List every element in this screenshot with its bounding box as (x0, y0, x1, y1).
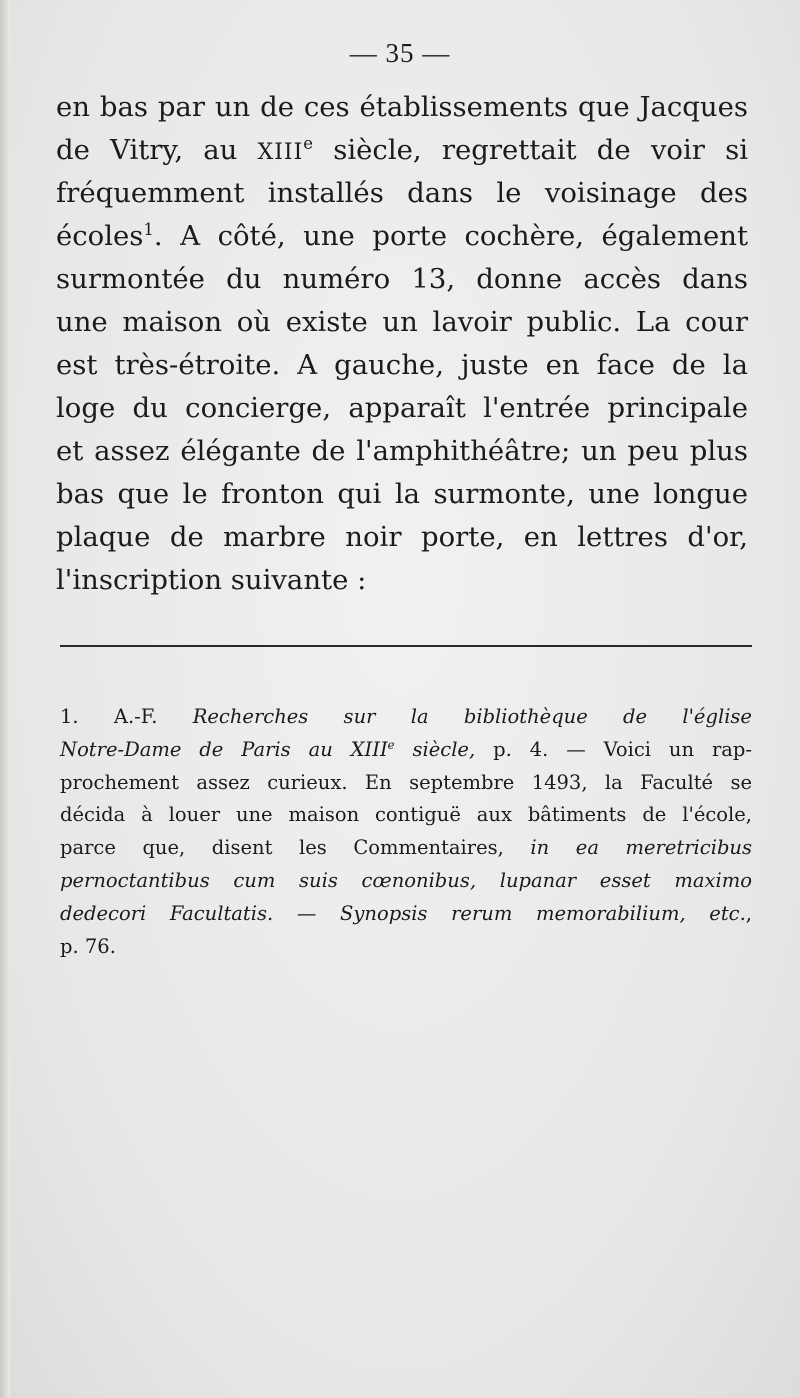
footnote-line: pernoctantibus cum suis cœnonibus, lupanar esset maximo (60, 868, 752, 892)
text-line: loge du concierge, apparaît l'entrée principale (56, 392, 748, 424)
text-line: en bas par un de ces établissements que Jacques (56, 91, 748, 123)
footnote-line: p. 76. (60, 934, 116, 958)
footnote-line: dedecori Facultatis. — Synopsis rerum memorabilium, etc., (60, 901, 752, 925)
page-number: — 35 — (349, 38, 451, 68)
text-line: bas que le fronton qui la surmonte, une longue (56, 478, 748, 510)
footnote-reference[interactable]: 1 (143, 220, 154, 240)
text-line: une maison où existe un lavoir public. La cour (56, 306, 748, 338)
footnote-line: parce que, disent les Commentaires, in ea meretricibus (60, 836, 752, 860)
text-line: surmontée du numéro 13, donne accès dans (56, 263, 748, 295)
footnote (60, 701, 752, 963)
text-line: plaque de marbre noir porte, en lettres d'or, (56, 521, 748, 553)
text-line: écoles$^1$. A côté, une porte cochère, également (56, 220, 748, 252)
main-text (56, 86, 748, 602)
footnote-line: Notre-Dame de Paris au XIIIe siècle, p. 4. — Voici un rap- (60, 737, 752, 761)
footnote-line: 1. A.-F. Recherches sur la bibliothèque de l'église (60, 705, 752, 728)
text-line: fréquemment installés dans le voisinage des (56, 177, 748, 209)
text-line: est très-étroite. A gauche, juste en face de la (56, 349, 748, 381)
text-line: l'inscription suivante : (56, 564, 367, 596)
footnote-separator (60, 645, 752, 647)
text-line: de Vitry, au XIIIe siècle, regrettait de voir si (56, 134, 748, 166)
century-numeral: XIII (257, 140, 304, 165)
footnote-line: décida à louer une maison contiguë aux bâtiments de l'école, (60, 803, 752, 827)
text-line: et assez élégante de l'amphithéâtre; un peu plus (56, 435, 748, 467)
footnote-line: prochement assez curieux. En septembre 1493, la Faculté se (60, 770, 752, 794)
page-edge-shadow (0, 0, 10, 1398)
